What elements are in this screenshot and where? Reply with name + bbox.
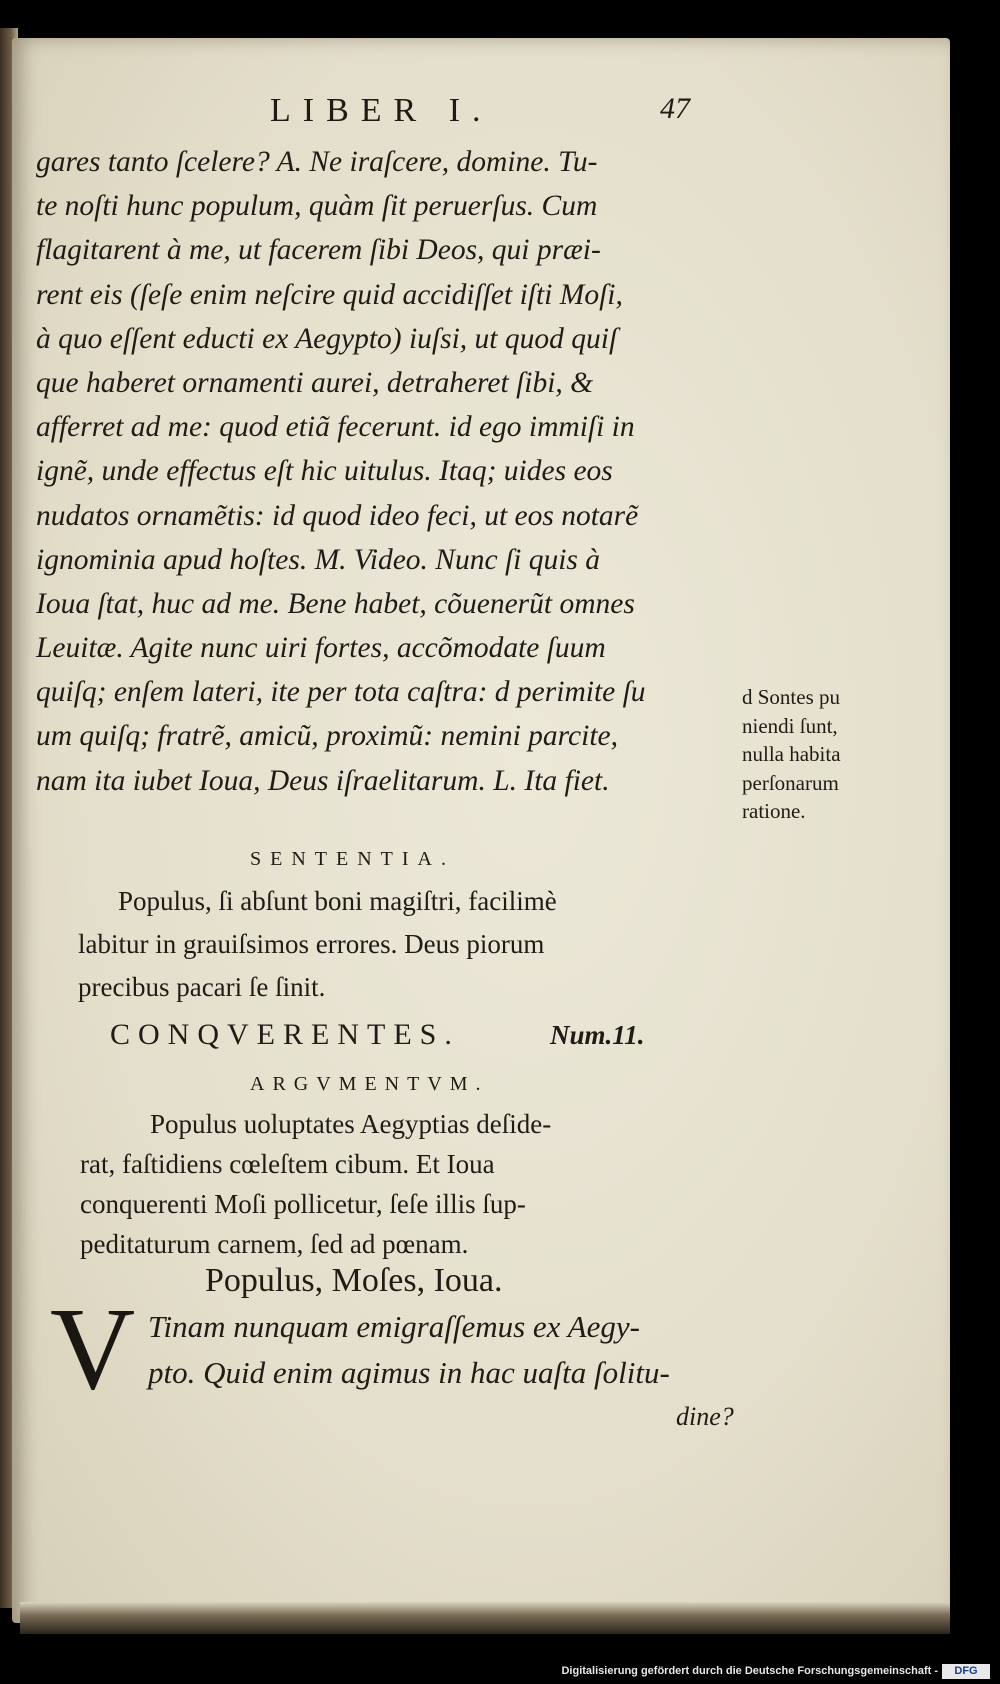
text-line: te noſti hunc populum, quàm ſit peruerſus. Cum [36, 190, 598, 223]
section-heading [110, 1018, 730, 1062]
text-line: afferret ad me: quod etiã fecerunt. id ego immiſi in [36, 411, 635, 444]
running-title: LIBER I. [270, 92, 493, 129]
text-line: Leuitæ. Agite nunc uiri fortes, accõmodate ſuum [36, 632, 606, 665]
argumentum-text [80, 1104, 720, 1264]
text-line: flagitarent à me, ut facerem ſibi Deos, qui præi- [36, 234, 601, 267]
text-line: precibus pacari ſe ſinit. [78, 972, 326, 1002]
opening-text [148, 1304, 748, 1396]
dramatis-personae: Populus, Moſes, Ioua. [205, 1262, 503, 1299]
drop-cap [46, 1283, 136, 1414]
text-line: que haberet ornamenti aurei, detraheret ſibi, & [36, 366, 594, 399]
text-line: ignẽ, unde effectus eſt hic uitulus. Itaq; uides eos [36, 455, 613, 488]
text-line: gares tanto ſcelere? A. Ne iraſcere, domine. Tu- [36, 146, 598, 178]
marginal-note [742, 683, 922, 826]
text-line: nudatos ornamẽtis: id quod ideo feci, ut eos notarẽ [36, 499, 639, 532]
text-line: Tinam nunquam emigraſſemus ex Aegy- [148, 1309, 640, 1344]
dfg-logo: DFG [942, 1664, 990, 1679]
marginal-note-line: niendi ſunt, [742, 713, 838, 738]
marginal-note-line: perſonarum [742, 770, 839, 795]
marginal-note-line: nulla habita [742, 742, 841, 766]
book-bottom-edge [20, 1602, 950, 1634]
text-line: labitur in grauiſsimos errores. Deus piorum [78, 929, 545, 959]
text-line: Populus, ſi abſunt boni magiſtri, facilimè [118, 886, 557, 916]
section-title: CONQVERENTES. [110, 1018, 460, 1051]
section-reference: Num.11. [550, 1020, 645, 1050]
text-line: peditaturum carnem, ſed ad pœnam. [80, 1229, 469, 1259]
text-line: Ioua ſtat, huc ad me. Bene habet, cõuenerũt omnes [36, 587, 635, 620]
text-line: um quiſq; fratrẽ, amicũ, proximũ: nemini parcite, [36, 720, 618, 753]
argumentum-heading: ARGVMENTVM. [250, 1073, 489, 1095]
dialogue-text-block [36, 140, 736, 803]
digitization-credit: Digitalisierung gefördert durch die Deutsche Forschungsgemeinschaft - [561, 1665, 938, 1677]
sententia-heading: SENTENTIA. [250, 848, 455, 870]
running-head [0, 92, 1000, 132]
text-line: ignominia apud hoſtes. M. Video. Nunc ſi quis à [36, 543, 601, 576]
text-line: rent eis (ſeſe enim neſcire quid accidiſſet iſti Moſi, [36, 278, 623, 311]
marginal-note-line: ratione. [742, 799, 806, 823]
catchword: dine? [676, 1402, 734, 1431]
drop-cap-letter: V [50, 1283, 136, 1414]
marginal-note-line: d Sontes pu [742, 685, 841, 709]
text-line: quiſq; enſem lateri, ite per tota caſtra: d perimite ſu [36, 676, 646, 709]
text-line: à quo eſſent educti ex Aegypto) iuſsi, ut quod quiſ [36, 322, 618, 355]
sententia-text [78, 880, 718, 1009]
text-line: rat, faſtidiens cœleſtem cibum. Et Ioua [80, 1149, 495, 1179]
text-line: pto. Quid enim agimus in hac uaſta ſolitu- [148, 1355, 670, 1390]
text-line: conquerenti Moſi pollicetur, ſeſe illis ſup- [80, 1189, 526, 1219]
page-number: 47 [660, 92, 690, 125]
text-line: nam ita iubet Ioua, Deus iſraelitarum. L. Ita fiet. [36, 764, 610, 797]
text-line: Populus uoluptates Aegyptias deſide- [150, 1109, 552, 1139]
